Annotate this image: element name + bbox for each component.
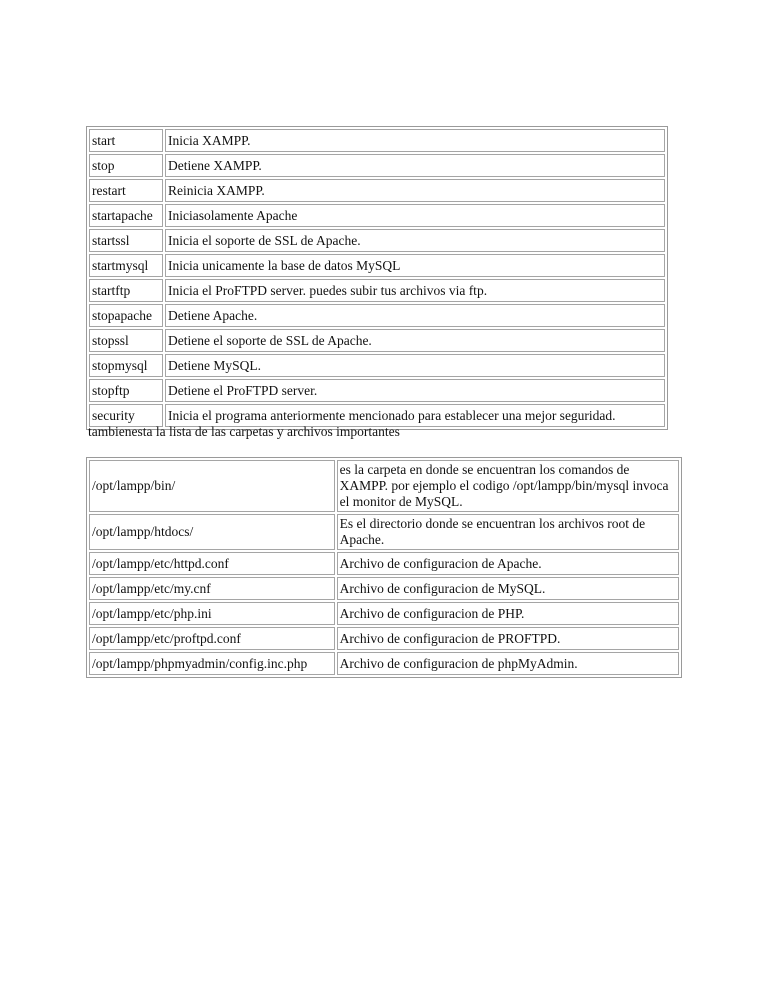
table-row: [89, 552, 679, 575]
description-cell: Inicia XAMPP.: [165, 129, 665, 152]
table-row: [89, 514, 679, 550]
commands-table: [86, 126, 668, 430]
table-row: [89, 204, 665, 227]
description-cell: Inicia unicamente la base de datos MySQL: [165, 254, 665, 277]
table-row: [89, 577, 679, 600]
path-cell: /opt/lampp/etc/httpd.conf: [89, 552, 335, 575]
intro-paragraph: tambienesta la lista de las carpetas y archivos importantes: [88, 424, 400, 439]
command-cell: startmysql: [89, 254, 163, 277]
description-cell: es la carpeta en donde se encuentran los comandos de XAMPP. por ejemplo el codigo /opt/lampp/bin/mysql invoca el monitor de MySQL.: [337, 460, 679, 512]
table-row: [89, 179, 665, 202]
description-cell: Iniciasolamente Apache: [165, 204, 665, 227]
command-cell: security: [89, 404, 163, 427]
table-row: [89, 602, 679, 625]
command-cell: startapache: [89, 204, 163, 227]
path-cell: /opt/lampp/etc/my.cnf: [89, 577, 335, 600]
description-cell: Inicia el soporte de SSL de Apache.: [165, 229, 665, 252]
table-row: [89, 354, 665, 377]
description-cell: Detiene el ProFTPD server.: [165, 379, 665, 402]
description-cell: Es el directorio donde se encuentran los archivos root de Apache.: [337, 514, 679, 550]
files-table: [86, 457, 682, 678]
command-cell: stop: [89, 154, 163, 177]
path-cell: /opt/lampp/phpmyadmin/config.inc.php: [89, 652, 335, 675]
description-cell: Detiene el soporte de SSL de Apache.: [165, 329, 665, 352]
command-cell: startssl: [89, 229, 163, 252]
table-row: [89, 279, 665, 302]
description-cell: Inicia el programa anteriormente mencionado para establecer una mejor seguridad.: [165, 404, 665, 427]
description-cell: Detiene MySQL.: [165, 354, 665, 377]
table-row: [89, 329, 665, 352]
table-row: [89, 229, 665, 252]
table-row: [89, 154, 665, 177]
table-row: [89, 652, 679, 675]
path-cell: /opt/lampp/etc/php.ini: [89, 602, 335, 625]
table-row: [89, 304, 665, 327]
description-cell: Archivo de configuracion de PHP.: [337, 602, 679, 625]
table-row: [89, 627, 679, 650]
description-cell: Detiene XAMPP.: [165, 154, 665, 177]
command-cell: startftp: [89, 279, 163, 302]
table-row: [89, 460, 679, 512]
description-cell: Archivo de configuracion de MySQL.: [337, 577, 679, 600]
description-cell: Reinicia XAMPP.: [165, 179, 665, 202]
description-cell: Detiene Apache.: [165, 304, 665, 327]
description-cell: Inicia el ProFTPD server. puedes subir tus archivos via ftp.: [165, 279, 665, 302]
command-cell: stopapache: [89, 304, 163, 327]
table-row: [89, 254, 665, 277]
command-cell: stopftp: [89, 379, 163, 402]
command-cell: restart: [89, 179, 163, 202]
table-row: [89, 129, 665, 152]
description-cell: Archivo de configuracion de Apache.: [337, 552, 679, 575]
table-row: [89, 379, 665, 402]
path-cell: /opt/lampp/htdocs/: [89, 514, 335, 550]
path-cell: /opt/lampp/bin/: [89, 460, 335, 512]
description-cell: Archivo de configuracion de PROFTPD.: [337, 627, 679, 650]
command-cell: stopmysql: [89, 354, 163, 377]
command-cell: stopssl: [89, 329, 163, 352]
description-cell: Archivo de configuracion de phpMyAdmin.: [337, 652, 679, 675]
path-cell: /opt/lampp/etc/proftpd.conf: [89, 627, 335, 650]
command-cell: start: [89, 129, 163, 152]
